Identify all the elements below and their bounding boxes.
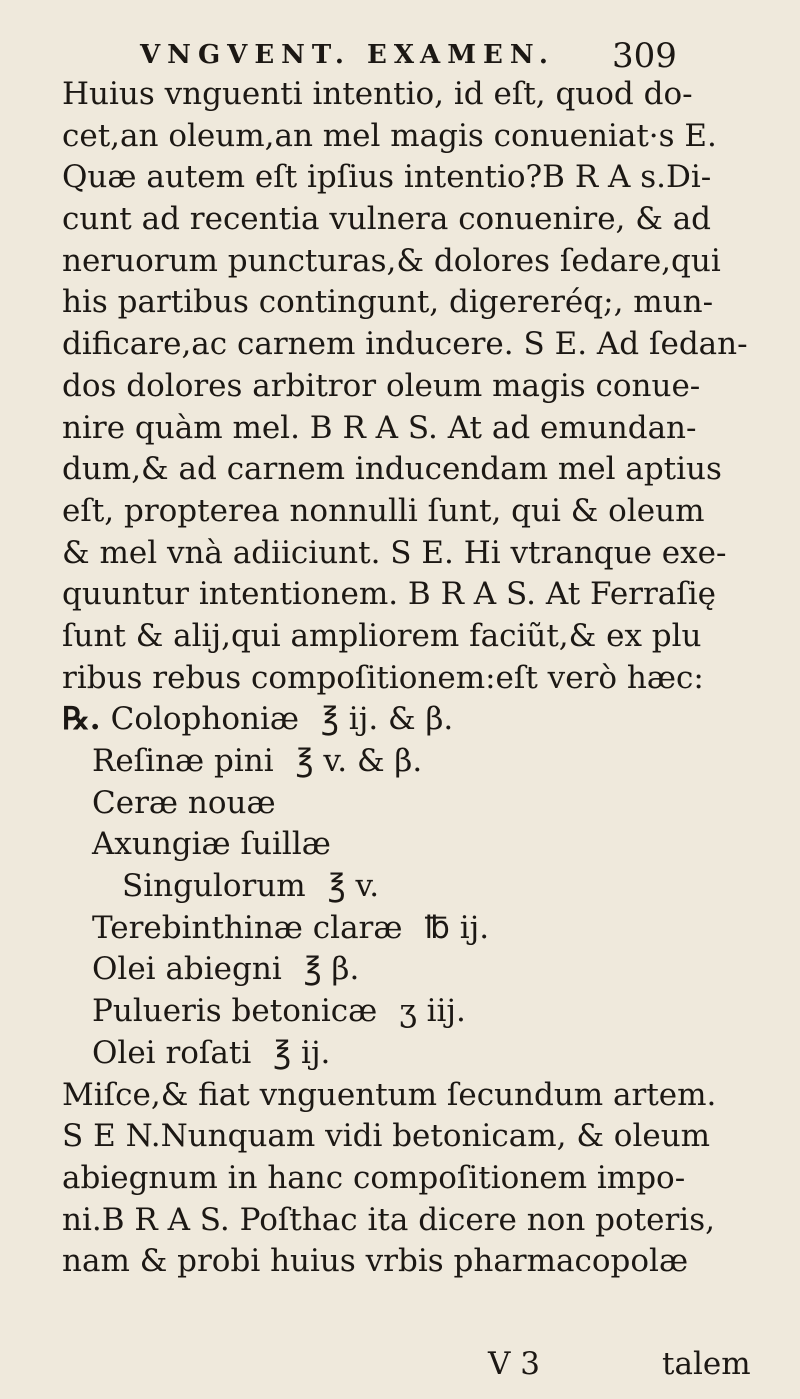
text-line: Huius vnguenti intentio, id eſt, quod do- — [62, 76, 693, 112]
ingredient-name: Olei abiegni — [92, 951, 282, 988]
recipe-block — [62, 699, 762, 1074]
ingredient-quantity: ℥ ij. & β. — [321, 701, 454, 738]
ingredient-quantity: ℥ β. — [303, 951, 360, 988]
text-line: Quæ autem eſt ipſius intentio?B R A s.Di- — [62, 159, 712, 196]
text-line: ribus rebus compoſitionem:eſt verò hæc: — [62, 659, 704, 696]
page-header — [0, 36, 800, 76]
ingredient-name: Olei roſati — [92, 1034, 252, 1071]
ingredient-quantity: ℔ ij. — [424, 909, 490, 946]
ingredient-name: Ceræ nouæ — [92, 784, 276, 821]
catchword: talem — [662, 1346, 751, 1382]
recipe-item — [62, 949, 762, 991]
running-title: VNGVENT. EXAMEN. — [140, 40, 555, 70]
text-line: ni.B R A S. Poſthac ita dicere non poteris, — [62, 1201, 715, 1238]
recipe-item — [62, 741, 762, 783]
text-line: dos dolores arbitror oleum magis conue- — [62, 367, 701, 404]
recipe-item — [62, 783, 762, 825]
text-line: ſunt & alij,qui ampliorem faciũt,& ex plu — [62, 617, 702, 654]
ingredient-quantity: ℥ ij. — [273, 1034, 331, 1071]
text-line: dum,& ad carnem inducendam mel aptius — [62, 451, 722, 488]
text-line: cunt ad recentia vulnera conuenire, & ad — [62, 201, 712, 238]
text-line: nam & probi huius vrbis pharmacopolæ — [62, 1243, 689, 1280]
text-line: quuntur intentionem. B R A S. At Ferraſię — [62, 576, 717, 613]
ingredient-quantity: ʒ iij. — [399, 993, 466, 1030]
ingredient-name: Reſinæ pini — [92, 743, 274, 779]
ingredient-name: Terebinthinæ claræ — [92, 909, 403, 946]
text-line: his partibus contingunt, digereréq;, mun- — [62, 284, 714, 321]
ingredient-quantity: ℥ v. & β. — [295, 743, 423, 779]
recipe-item — [62, 908, 762, 950]
paragraph-before-recipe — [62, 74, 762, 699]
paragraph-after-recipe — [62, 1075, 762, 1283]
text-line: nire quàm mel. B R A S. At ad emundan- — [62, 409, 697, 446]
text-line: Miſce,& fiat vnguentum ſecundum artem. — [62, 1076, 717, 1113]
recipe-item — [62, 824, 762, 866]
page-footer — [0, 1346, 800, 1390]
ingredient-name: Colophoniæ — [110, 701, 300, 738]
text-line: S E N.Nunquam vidi betonicam, & oleum — [62, 1118, 711, 1155]
text-line: neruorum puncturas,& dolores ſedare,qui — [62, 242, 721, 279]
body-text — [62, 74, 762, 1283]
text-line: abiegnum in hanc compoſitionem impo- — [62, 1159, 686, 1196]
recipe-item — [62, 991, 762, 1033]
recipe-item — [62, 699, 762, 741]
ingredient-name: Pulueris betonicæ — [92, 993, 378, 1030]
text-line: eſt, propterea nonnulli ſunt, qui & oleum — [62, 492, 705, 529]
text-line: & mel vnà adiiciunt. S E. Hi vtranque exe- — [62, 534, 727, 571]
ingredient-quantity: ℥ v. — [327, 868, 380, 905]
page-number: 309 — [612, 36, 677, 76]
recipe-symbol: ℞. — [62, 701, 101, 738]
text-line: dificare,ac carnem inducere. S E. Ad ſedan- — [62, 326, 748, 363]
ingredient-name: Axungiæ ſuillæ — [92, 826, 331, 863]
recipe-item — [62, 866, 762, 908]
recipe-item — [62, 1033, 762, 1075]
text-line: cet,an oleum,an mel magis conueniat·s E. — [62, 117, 717, 154]
ingredient-name: Singulorum — [122, 868, 306, 905]
signature-mark: V 3 — [488, 1346, 540, 1382]
